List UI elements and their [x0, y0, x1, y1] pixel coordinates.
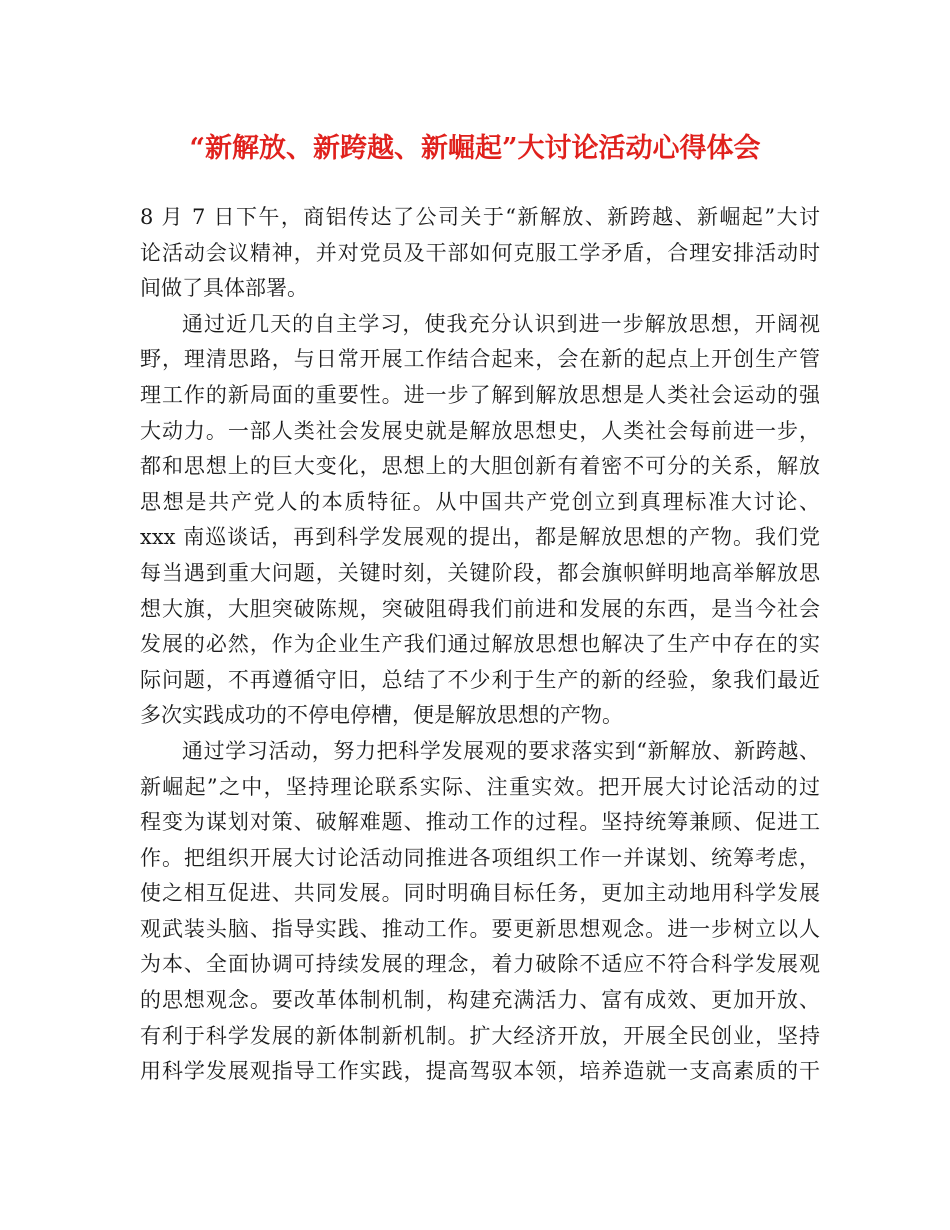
body-text-line: 通过近几天的自主学习，使我充分认识到进一步解放思想，开阔视 — [182, 311, 820, 336]
body-text-line: 际问题，不再遵循守旧，总结了不少利于生产的新的经验，象我们最近 — [140, 667, 820, 692]
document-body — [140, 200, 820, 1090]
body-text-line: 用科学发展观指导工作实践，提高驾驭本领，培养造就一支高素质的干 — [140, 1059, 820, 1084]
document-title: “新解放、新跨越、新崛起”大讨论活动心得体会 — [189, 133, 761, 164]
body-text-line: 发展的必然，作为企业生产我们通过解放思想也解决了生产中存在的实 — [140, 632, 820, 657]
body-text-line: 为本、全面协调可持续发展的理念，着力破除不适应不符合科学发展观 — [140, 952, 820, 977]
body-text-line: 大动力。一部人类社会发展史就是解放思想史，人类社会每前进一步， — [140, 418, 820, 443]
body-text-line: 使之相互促进、共同发展。同时明确目标任务，更加主动地用科学发展 — [140, 881, 820, 906]
body-text-line: 的思想观念。要改革体制机制，构建充满活力、富有成效、更加开放、 — [140, 988, 820, 1013]
body-text-line: 野，理清思路，与日常开展工作结合起来，会在新的起点上开创生产管 — [140, 347, 820, 372]
body-text-line: 多次实践成功的不停电停槽，便是解放思想的产物。 — [140, 703, 623, 728]
body-text-line: xxx 南巡谈话，再到科学发展观的提出，都是解放思想的产物。我们党 — [140, 525, 820, 550]
body-text-line: 想大旗，大胆突破陈规，突破阻碍我们前进和发展的东西，是当今社会 — [140, 596, 820, 621]
body-text-line: 有利于科学发展的新体制新机制。扩大经济开放，开展全民创业，坚持 — [140, 1023, 820, 1048]
body-text-line: 观武装头脑、指导实践、推动工作。要更新思想观念。进一步树立以人 — [140, 916, 820, 941]
body-text-line: 作。把组织开展大讨论活动同推进各项组织工作一并谋划、统筹考虑， — [140, 845, 820, 870]
body-text-line: 思想是共产党人的本质特征。从中国共产党创立到真理标准大讨论、 — [140, 489, 820, 514]
body-text-line: 间做了具体部署。 — [140, 276, 308, 301]
body-text-line: 程变为谋划对策、破解难题、推动工作的过程。坚持统筹兼顾、促进工 — [140, 810, 820, 835]
body-text-line: 都和思想上的巨大变化，思想上的大胆创新有着密不可分的关系，解放 — [140, 454, 820, 479]
body-text-line: 新崛起”之中，坚持理论联系实际、注重实效。把开展大讨论活动的过 — [140, 774, 820, 799]
body-text-line: 通过学习活动，努力把科学发展观的要求落实到“新解放、新跨越、 — [182, 738, 820, 763]
body-text-line: 每当遇到重大问题，关键时刻，关键阶段，都会旗帜鲜明地高举解放思 — [140, 560, 820, 585]
body-text-line: 论活动会议精神，并对党员及干部如何克服工学矛盾，合理安排活动时 — [140, 240, 820, 265]
body-text-line: 8 月 7 日下午，商铝传达了公司关于“新解放、新跨越、新崛起”大讨 — [140, 205, 820, 229]
body-text-line: 理工作的新局面的重要性。进一步了解到解放思想是人类社会运动的强 — [140, 382, 820, 407]
